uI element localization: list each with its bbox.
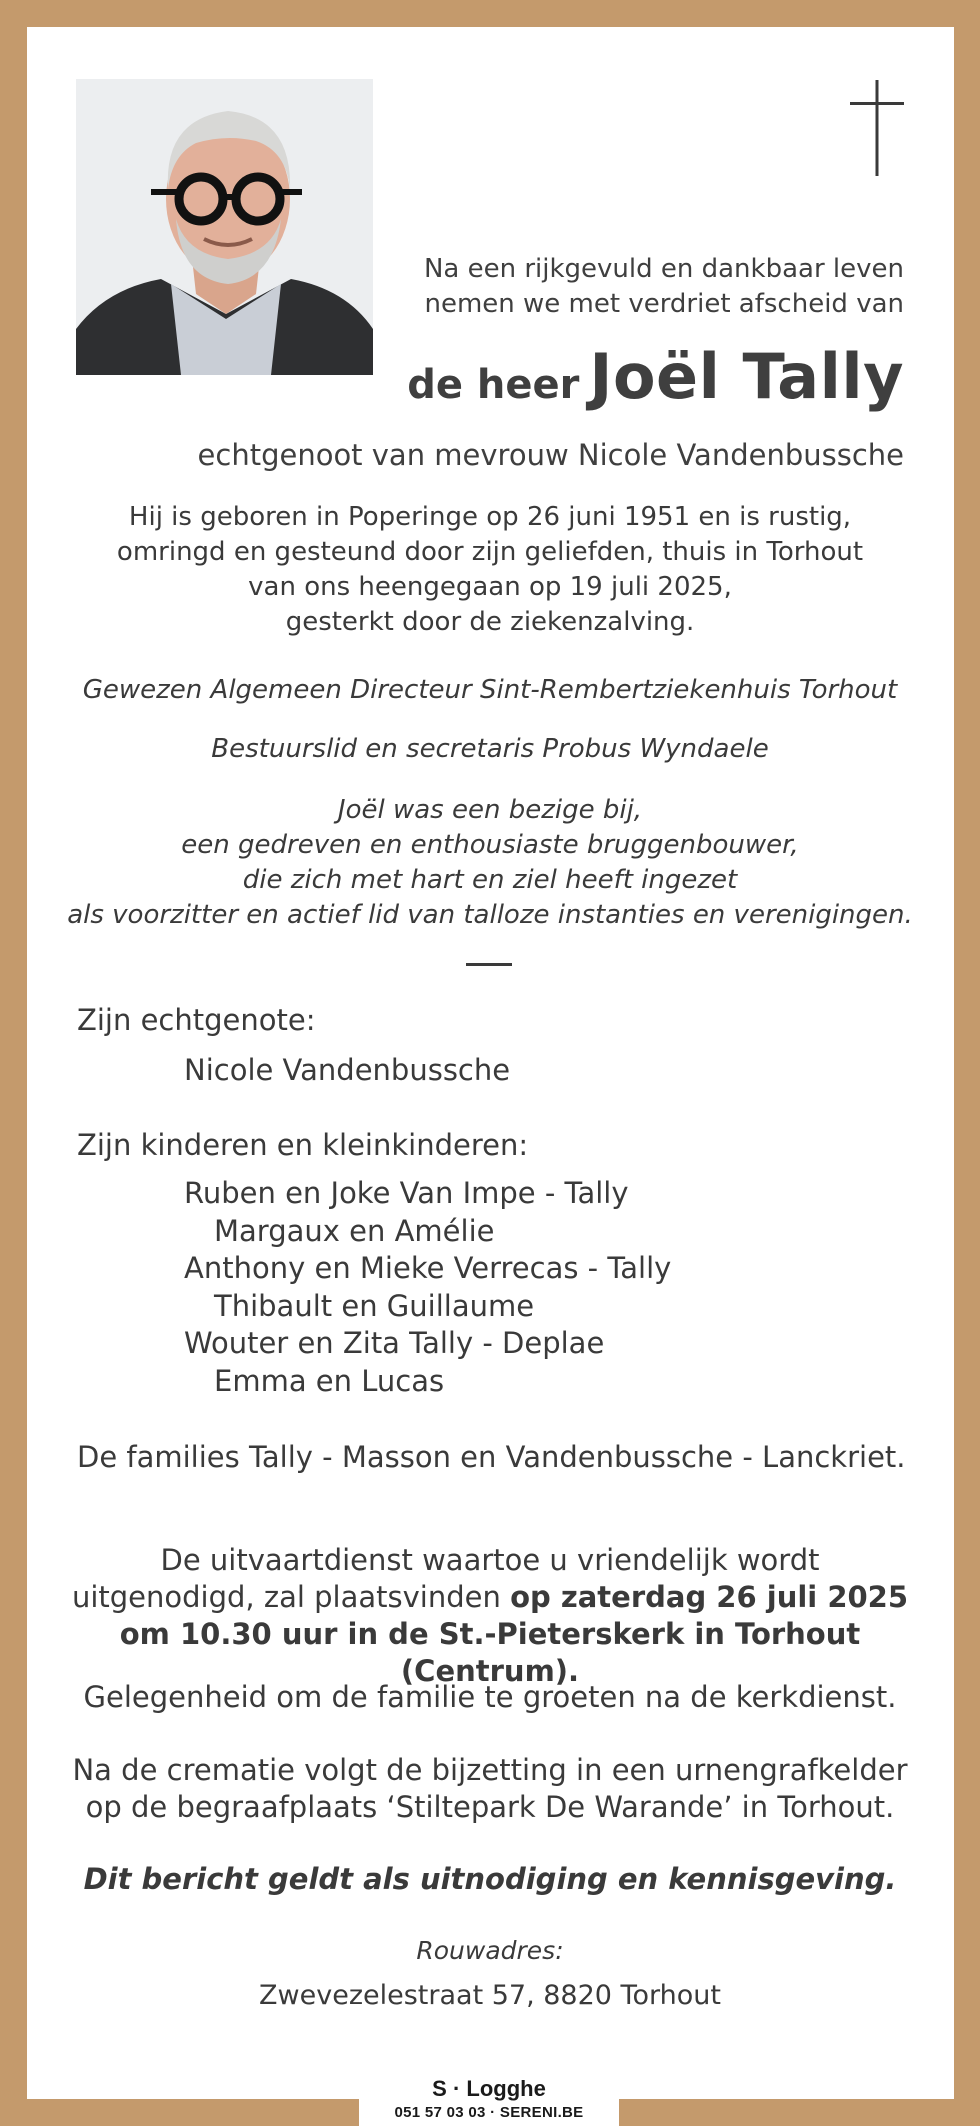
children-heading: Zijn kinderen en kleinkinderen:: [77, 1128, 529, 1162]
spouse-name: Nicole Vandenbussche: [184, 1053, 511, 1087]
funeral-home-logo: S · Logghe: [432, 2076, 546, 2101]
intro-line: nemen we met verdriet afscheid van: [424, 289, 904, 319]
bio-line: Hij is geboren in Poperinge op 26 juni 1951 en is rustig,: [128, 502, 852, 532]
tribute-line: een gedreven en enthousiaste bruggenbouwer,: [181, 830, 799, 860]
greeting-text: Gelegenheid om de familie te groeten na de kerkdienst.: [83, 1680, 897, 1714]
bio-line: van ons heengegaan op 19 juli 2025,: [248, 572, 732, 602]
spouse-line: echtgenoot van mevrouw Nicole Vandenbussche: [197, 438, 904, 472]
service-details: [40, 1542, 940, 1690]
funeral-home-contact: 051 57 03 03 · SERENI.BE: [394, 2104, 584, 2121]
tribute-line: die zich met hart en ziel heeft ingezet: [242, 865, 738, 895]
spouse-heading: Zijn echtgenote:: [77, 1003, 316, 1037]
bio-line: gesterkt door de ziekenzalving.: [285, 607, 695, 637]
biography: [60, 500, 920, 640]
cross-icon: [850, 80, 904, 176]
child-entry: Wouter en Zita Tally - Deplae: [184, 1326, 605, 1360]
cremation-text: [40, 1752, 940, 1826]
tribute-text: [30, 793, 950, 933]
service-text: uitgenodigd, zal plaatsvinden: [71, 1580, 511, 1614]
cremation-line: op de begraafplaats ‘Stiltepark De Warande’ in Torhout.: [85, 1790, 895, 1824]
funeral-home-footer: [359, 2074, 619, 2126]
grandchild-entry: Thibault en Guillaume: [214, 1288, 535, 1323]
children-list: [184, 1175, 671, 1400]
families-line: De families Tally - Masson en Vandenbussche - Lanckriet.: [77, 1440, 906, 1474]
intro-text: [384, 252, 904, 322]
tribute-line: als voorzitter en actief lid van talloze instanties en verenigingen.: [67, 900, 913, 930]
role-line: Bestuurslid en secretaris Probus Wyndaele: [211, 734, 769, 764]
deceased-name-line: [407, 340, 904, 413]
intro-line: Na een rijkgevuld en dankbaar leven: [423, 254, 904, 284]
tribute-line: Joël was een bezige bij,: [337, 795, 643, 825]
child-entry: Anthony en Mieke Verrecas - Tally: [184, 1251, 672, 1285]
service-line: [40, 1579, 940, 1616]
portrait-photo: [76, 79, 373, 375]
mourning-address-label: Rouwadres:: [416, 1936, 564, 1965]
mourning-address: Zwevezelestraat 57, 8820 Torhout: [259, 1980, 721, 2011]
service-time-place: om 10.30 uur in de St.-Pieterskerk in Torhout (Centrum).: [119, 1617, 861, 1688]
role-line: Gewezen Algemeen Directeur Sint-Rembertziekenhuis Torhout: [82, 675, 898, 705]
section-divider: [466, 963, 512, 966]
bio-line: omringd en gesteund door zijn geliefden, thuis in Torhout: [116, 537, 864, 567]
child-entry: Ruben en Joke Van Impe - Tally: [184, 1176, 629, 1210]
notice-text: Dit bericht geldt als uitnodiging en kennisgeving.: [83, 1862, 897, 1896]
grandchild-entry: Emma en Lucas: [214, 1363, 445, 1398]
service-line: De uitvaartdienst waartoe u vriendelijk wordt: [160, 1543, 820, 1577]
deceased-name: Joël Tally: [589, 340, 904, 413]
cremation-line: Na de crematie volgt de bijzetting in een urnengrafkelder: [72, 1753, 908, 1787]
service-date: op zaterdag 26 juli 2025: [510, 1580, 909, 1614]
grandchild-entry: Margaux en Amélie: [214, 1213, 495, 1248]
deceased-title: de heer: [407, 362, 580, 408]
service-line: [40, 1616, 940, 1690]
